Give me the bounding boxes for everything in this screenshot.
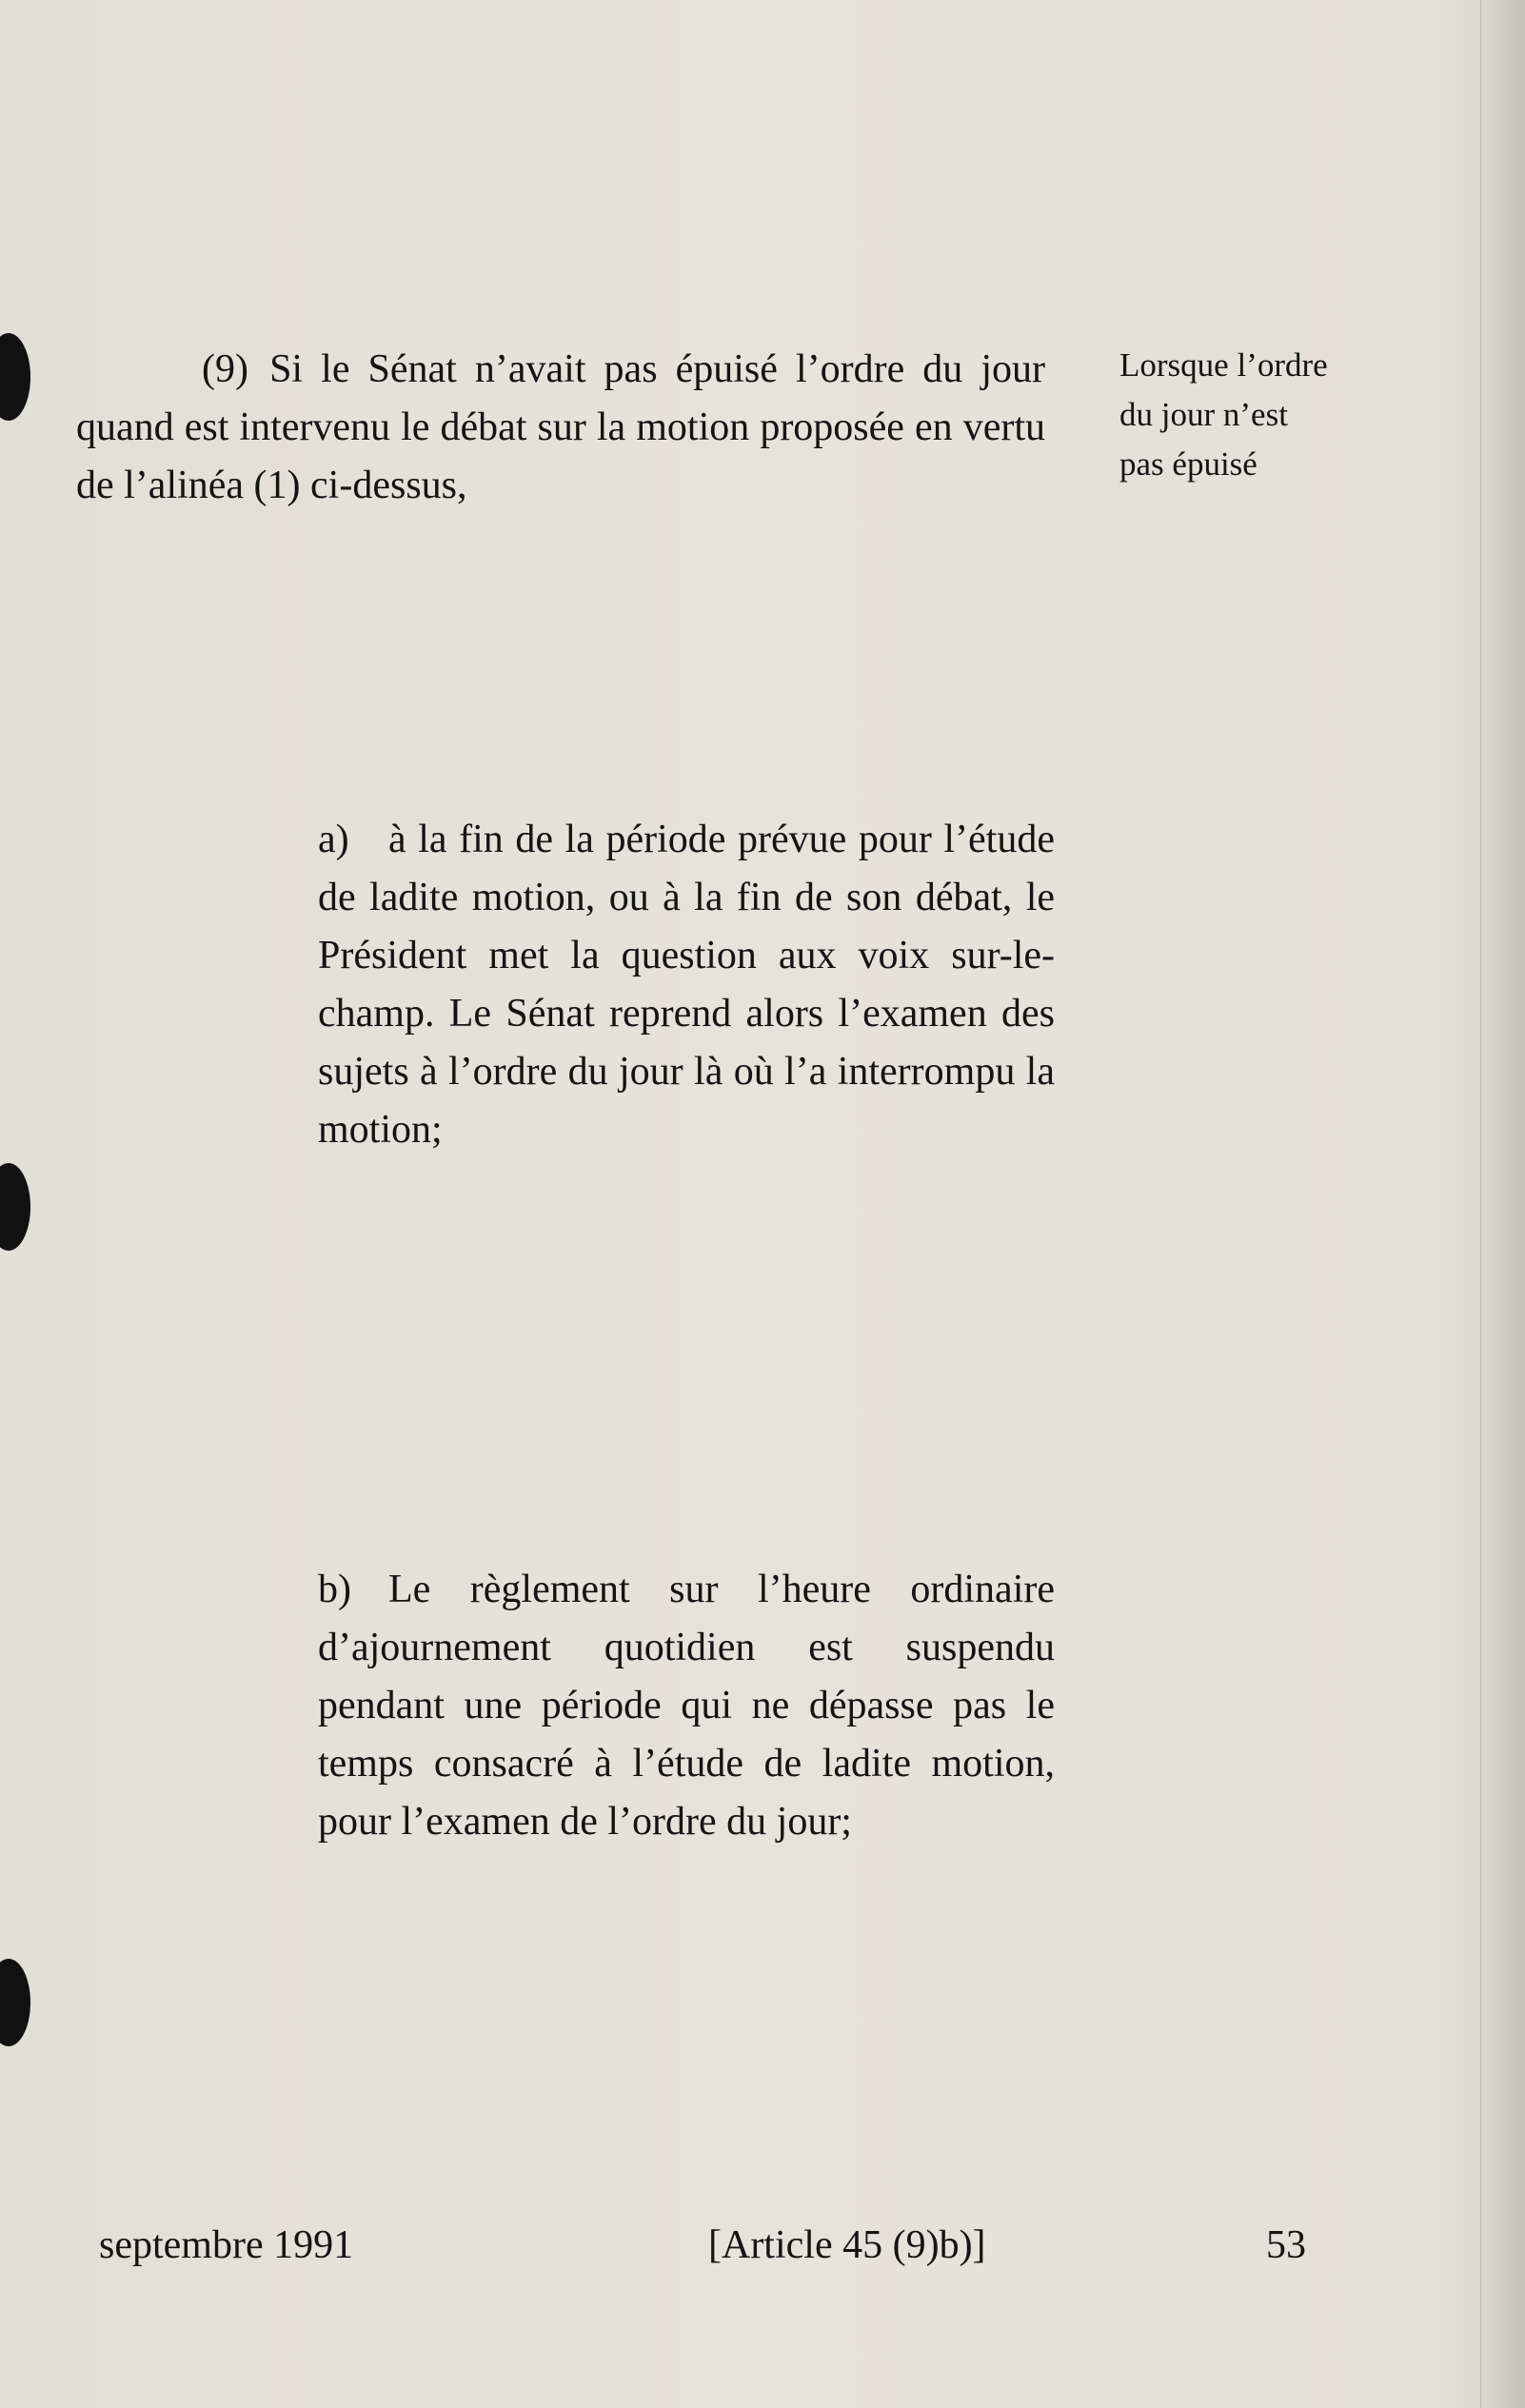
page-edge-shadow: [1480, 0, 1525, 2408]
paragraph-9-lead: [76, 347, 904, 391]
paragraph-9-number: (9): [202, 347, 248, 391]
paragraph-9-lead-text: Si le Sénat n’avait pas épuisé l’ordre: [269, 347, 905, 391]
clause-a-text: à la fin de la période prévue pour l’étude de ladite motion, ou à la fin de son débat, le Président met la question aux voix sur-le-champ. Le Sénat reprend alors l’examen des sujets à l’ordre du jour là où l’a interrompu la motion;: [318, 818, 1055, 1152]
margin-note: [1119, 341, 1405, 489]
margin-note-line-3: pas épuisé: [1119, 445, 1258, 483]
clause-b: [318, 1561, 1055, 1851]
clause-b-marker: b): [318, 1568, 351, 1611]
footer-article-reference: [Article 45 (9)b)]: [708, 2223, 986, 2267]
paragraph-9: [76, 341, 1045, 515]
footer-date: septembre 1991: [99, 2223, 354, 2267]
binder-hole-top: [0, 333, 30, 421]
margin-note-line-1: Lorsque l’ordre: [1119, 346, 1328, 384]
clause-a-marker: a): [318, 818, 349, 861]
page-number: 53: [1266, 2223, 1306, 2267]
binder-hole-bottom: [0, 1959, 30, 2046]
binder-hole-middle: [0, 1163, 30, 1251]
clause-b-text: Le règlement sur l’heure ordinaire d’ajournement quotidien est suspendu pendant une période qui ne dépasse pas le temps consacré à l’étude de ladite motion, pour l’examen de l’ordre du jour;: [318, 1568, 1055, 1844]
clause-a: [318, 811, 1055, 1159]
paragraph-9-text: du jour quand est intervenu le débat sur la motion proposée en vertu de l’alinéa (1) ci-dessus,: [76, 347, 1046, 507]
margin-note-line-2: du jour n’est: [1119, 396, 1288, 433]
